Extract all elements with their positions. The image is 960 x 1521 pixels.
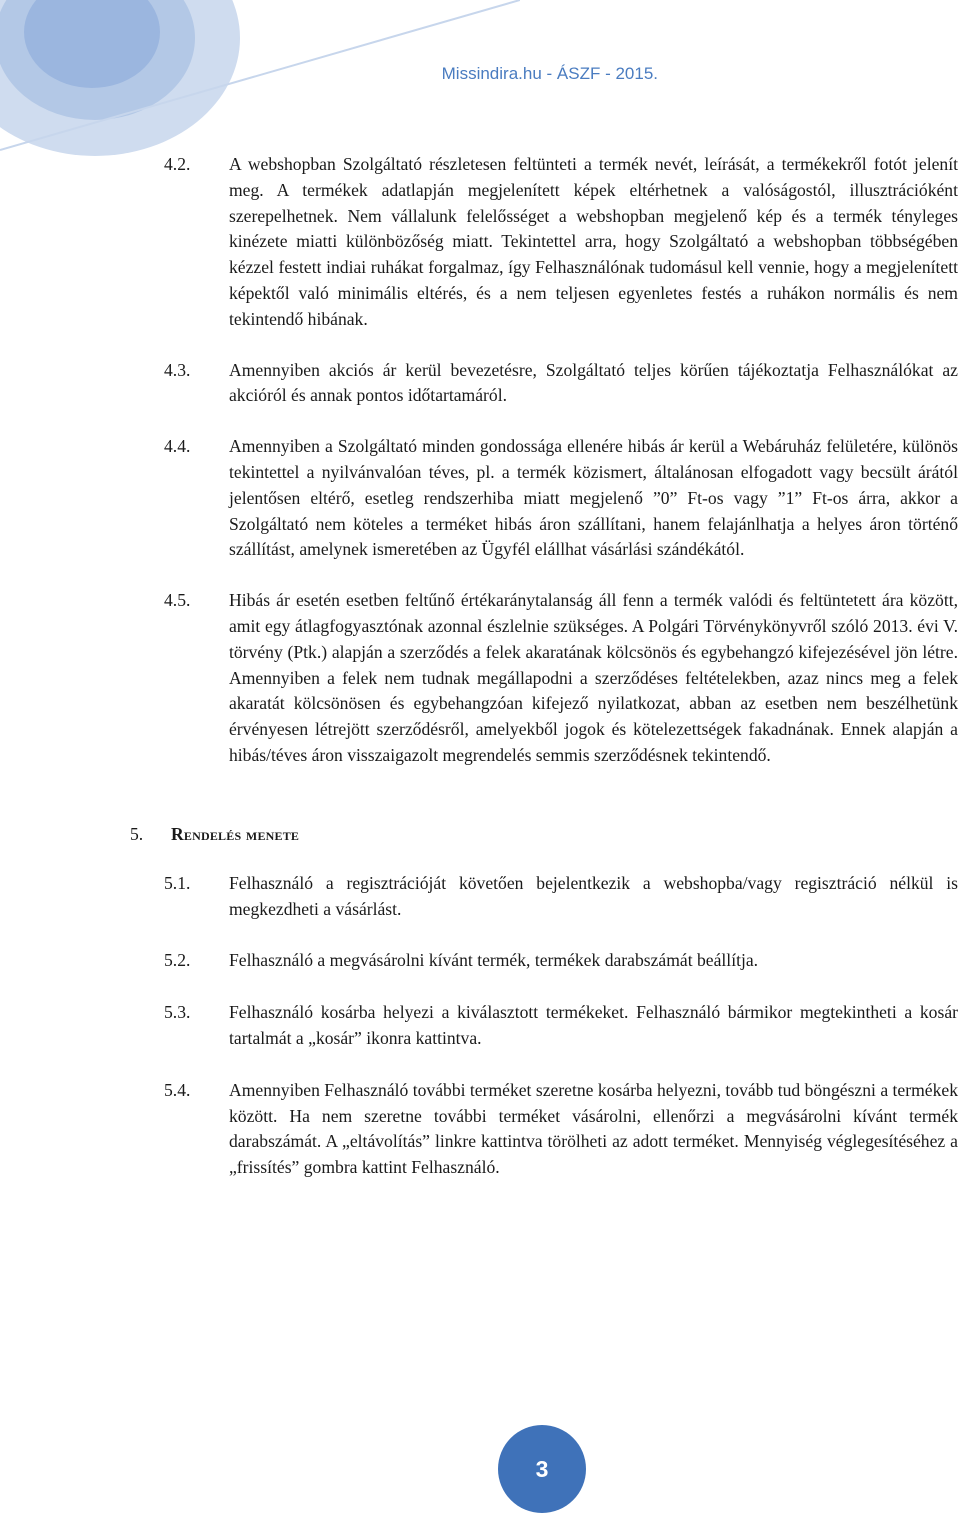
clause-5-2 bbox=[130, 948, 958, 974]
clause-text: Amennyiben akciós ár kerül bevezetésre, Szolgáltató teljes körűen tájékoztatja Felhasználókat az akcióról és annak pontos időtartamáról. bbox=[229, 359, 958, 406]
header-decoration bbox=[0, 0, 520, 170]
clause-number: 4.2. bbox=[164, 154, 191, 174]
document-body bbox=[130, 152, 958, 1181]
clause-text: Felhasználó kosárba helyezi a kiválasztott termékeket. Felhasználó bármikor megtekintheti a kosár tartalmát a „kosár” ikonra kattintva. bbox=[229, 1002, 958, 1048]
clause-text: Amennyiben Felhasználó további terméket szeretne kosárba helyezni, tovább tud böngészni a termékek között. Ha nem szeretne további terméket vásárolni, ellenőrzi a megvásárolni kívánt termék darabszámát. A „eltávolítás” linkre kattintva törölheti az adott terméket. Mennyiség véglegesítéséhez a „frissítés” gombra kattint Felhasználó. bbox=[229, 1079, 958, 1178]
clause-5-1 bbox=[130, 871, 958, 923]
clause-text: Felhasználó a megvásárolni kívánt termék, termékek darabszámát beállítja. bbox=[229, 950, 759, 971]
clause-text: Amennyiben a Szolgáltató minden gondossága ellenére hibás ár kerül a Webáruház felületére, különös tekintettel a nyilvánvalóan téves, pl. a termék közismert, általánosan elfogadott vagy becsült árától jelentősen eltérő, esetleg rendszerhiba miatt megjelenő ”0” Ft-os vagy ”1” Ft-os árra, akkor a Szolgáltató nem köteles a terméket hibás áron szállítani, hanem felajánlhatja a helyes áron történő szállítást, amelynek ismeretében az Ügyfél elállhat vásárlási szándékától. bbox=[229, 436, 958, 560]
section-title: Rendelés menete bbox=[171, 823, 300, 844]
clause-4-4 bbox=[130, 434, 958, 563]
clause-4-2 bbox=[130, 152, 958, 333]
clause-number: 5.4. bbox=[164, 1079, 191, 1100]
clause-5-4 bbox=[130, 1078, 958, 1181]
clause-number: 5.1. bbox=[164, 872, 191, 893]
document-header: Missindira.hu - ÁSZF - 2015. bbox=[441, 64, 658, 83]
page-number-badge: 3 bbox=[498, 1425, 586, 1513]
clause-4-5 bbox=[130, 588, 958, 769]
clause-number: 5.2. bbox=[164, 950, 191, 971]
clause-text: Hibás ár esetén esetben feltűnő értékaránytalanság áll fenn a termék valódi és feltüntetett ára között, amit egy átlagfogyasztónak azonnal észlelnie szükséges. A Polgári Törvénykönyvről szóló 2013. évi V. törvény (Ptk.) alapján a szerződés a felek akaratának kölcsönös és egybehangzó kifejezésével jön létre. Amennyiben a felek nem tudnak megállapodni a szerződéses feltételekben, azaz nincs meg a felek akaratát kölcsönösen és egybehangzóan kifejező nyilatkozat, abban az esetben nem beszélhetünk érvényesen létrejött szerződésről, amelyekből jogok és kötelezettségek fakadnának. Ennek alapján a hibás/téves áron visszaigazolt megrendelés semmis szerződésnek tekintendő. bbox=[229, 590, 958, 765]
clause-number: 4.4. bbox=[164, 436, 191, 457]
clause-4-3 bbox=[130, 358, 958, 410]
clause-number: 4.3. bbox=[164, 359, 191, 380]
clause-number: 5.3. bbox=[164, 1002, 191, 1023]
section-number: 5. bbox=[130, 823, 144, 844]
clause-text: Felhasználó a regisztrációját követően bejelentkezik a webshopba/vagy regisztráció nélkül is megkezdheti a vásárlást. bbox=[229, 872, 958, 919]
section-heading bbox=[130, 821, 958, 847]
clause-number: 4.5. bbox=[164, 590, 191, 611]
clause-5-3 bbox=[130, 1000, 958, 1052]
clause-text: A webshopban Szolgáltató részletesen feltünteti a termék nevét, leírását, a termékekről fotót jelenít meg. A termékek adatlapján megjelenített képek eltérhetnek a valóságostól, illusztrációként szerepelhetnek. Nem vállalunk felelősséget a webshopban megjelenő kép és a termék tényleges kinézete miatti különbözőség miatt. Tekintettel arra, hogy Szolgáltató a webshopban többségében kézzel festett indiai ruhákat forgalmaz, így Felhasználónak tudomásul kell vennie, hogy a megjelenített képektől való minimális eltérés, és a nem teljesen egyenletes festés a ruhákon normális és nem tekintendő hibának. bbox=[229, 154, 958, 329]
